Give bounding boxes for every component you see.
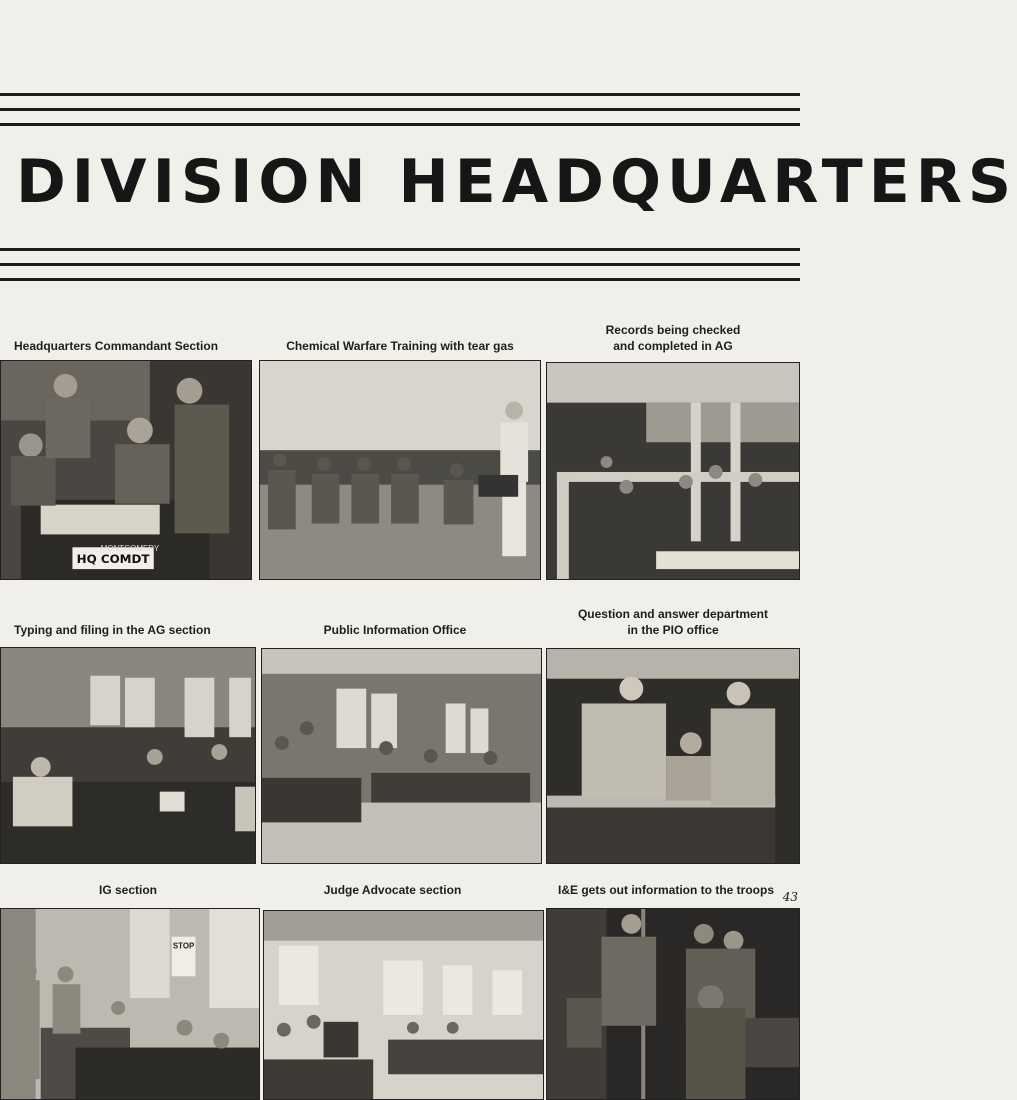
caption-ig: IG section: [98, 883, 157, 897]
hq-comdt-sign: HQ COMDT: [76, 552, 150, 567]
bottom-rule-2: [0, 263, 800, 266]
caption-question-answer: Question and answer department in the PIO office: [577, 607, 769, 637]
page-number: 43: [782, 890, 798, 904]
photo-ie: [546, 908, 800, 1100]
top-rule-3: [0, 123, 800, 126]
caption-hq-commandant: Headquarters Commandant Section: [14, 339, 219, 353]
photo-judge-advocate: [263, 910, 544, 1100]
caption-ie: I&E gets out information to the troops: [558, 883, 774, 897]
caption-records: Records being checked and completed in AG: [605, 323, 741, 353]
top-rule-1: [0, 93, 800, 96]
caption-chemical-warfare: Chemical Warfare Training with tear gas: [286, 339, 514, 353]
caption-typing-filing: Typing and filing in the AG section: [14, 623, 211, 637]
bottom-rule-3: [0, 278, 800, 281]
montgomery-nameplate: MONTGOMERY: [100, 544, 160, 554]
caption-pio: Public Information Office: [323, 623, 467, 637]
photo-ig-section: [0, 908, 260, 1100]
photo-question-answer: [546, 648, 800, 864]
photo-records-ag: [546, 362, 800, 580]
bottom-rule-1: [0, 248, 800, 251]
photo-pio: [261, 648, 542, 864]
page-title: DIVISION HEADQUARTERS: [16, 147, 1017, 217]
photo-hq-commandant: [0, 360, 252, 580]
photo-typing-filing: [0, 647, 256, 864]
photo-chemical-warfare: [259, 360, 541, 580]
top-rule-2: [0, 108, 800, 111]
caption-judge-advocate: Judge Advocate section: [323, 883, 462, 897]
stop-sign: STOP: [172, 941, 195, 951]
